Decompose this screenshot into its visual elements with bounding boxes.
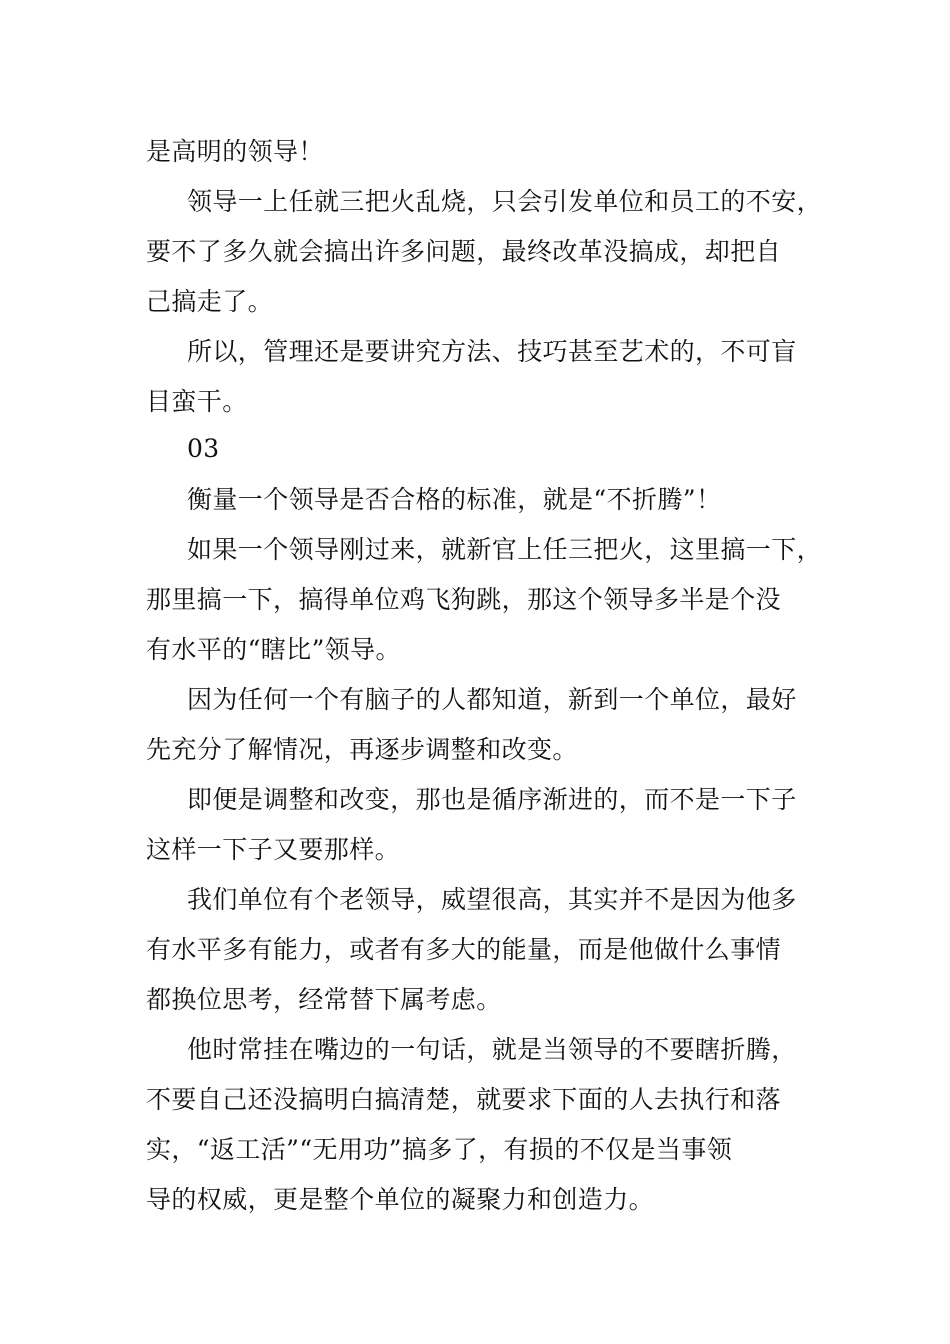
text-line: 己搞走了。 [146,287,274,316]
text-line: 是高明的领导！ [146,137,324,166]
text-line: 有水平多有能力，或者有多大的能量，而是他做什么事情 [146,935,782,964]
text-line: 要不了多久就会搞出许多问题，最终改革没搞成，却把自 [146,237,782,266]
text-line: 有水平的“瞎比”领导。 [146,635,401,664]
text-line: 都换位思考，经常替下属考虑。 [146,985,502,1014]
paragraph-start-line: 即便是调整和改变，那也是循序渐进的，而不是一下子 [187,785,797,814]
paragraph-start-line: 所以，管理还是要讲究方法、技巧甚至艺术的，不可盲 [187,337,797,366]
text-line: 先充分了解情况，再逐步调整和改变。 [146,735,578,764]
text-line: 那里搞一下，搞得单位鸡飞狗跳，那这个领导多半是个没 [146,585,782,614]
paragraph-start-line: 衡量一个领导是否合格的标准，就是“不折腾”！ [187,485,722,514]
paragraph-start-line: 因为任何一个有脑子的人都知道，新到一个单位，最好 [187,685,797,714]
paragraph-start-line: 我们单位有个老领导，威望很高，其实并不是因为他多 [187,885,797,914]
text-line: 目蛮干。 [146,387,248,416]
text-line: 不要自己还没搞明白搞清楚，就要求下面的人去执行和落 [146,1085,782,1114]
text-line: 实，“返工活”“无用功”搞多了，有损的不仅是当事领 [146,1135,733,1164]
paragraph-start-line: 如果一个领导刚过来，就新官上任三把火，这里搞一下， [187,535,823,564]
paragraph-start-line: 领导一上任就三把火乱烧，只会引发单位和员工的不安， [187,187,823,216]
paragraph-start-line: 他时常挂在嘴边的一句话，就是当领导的不要瞎折腾， [187,1035,797,1064]
section-number: 03 [187,434,220,463]
text-line: 这样一下子又要那样。 [146,835,401,864]
text-line: 导的权威，更是整个单位的凝聚力和创造力。 [146,1185,655,1214]
